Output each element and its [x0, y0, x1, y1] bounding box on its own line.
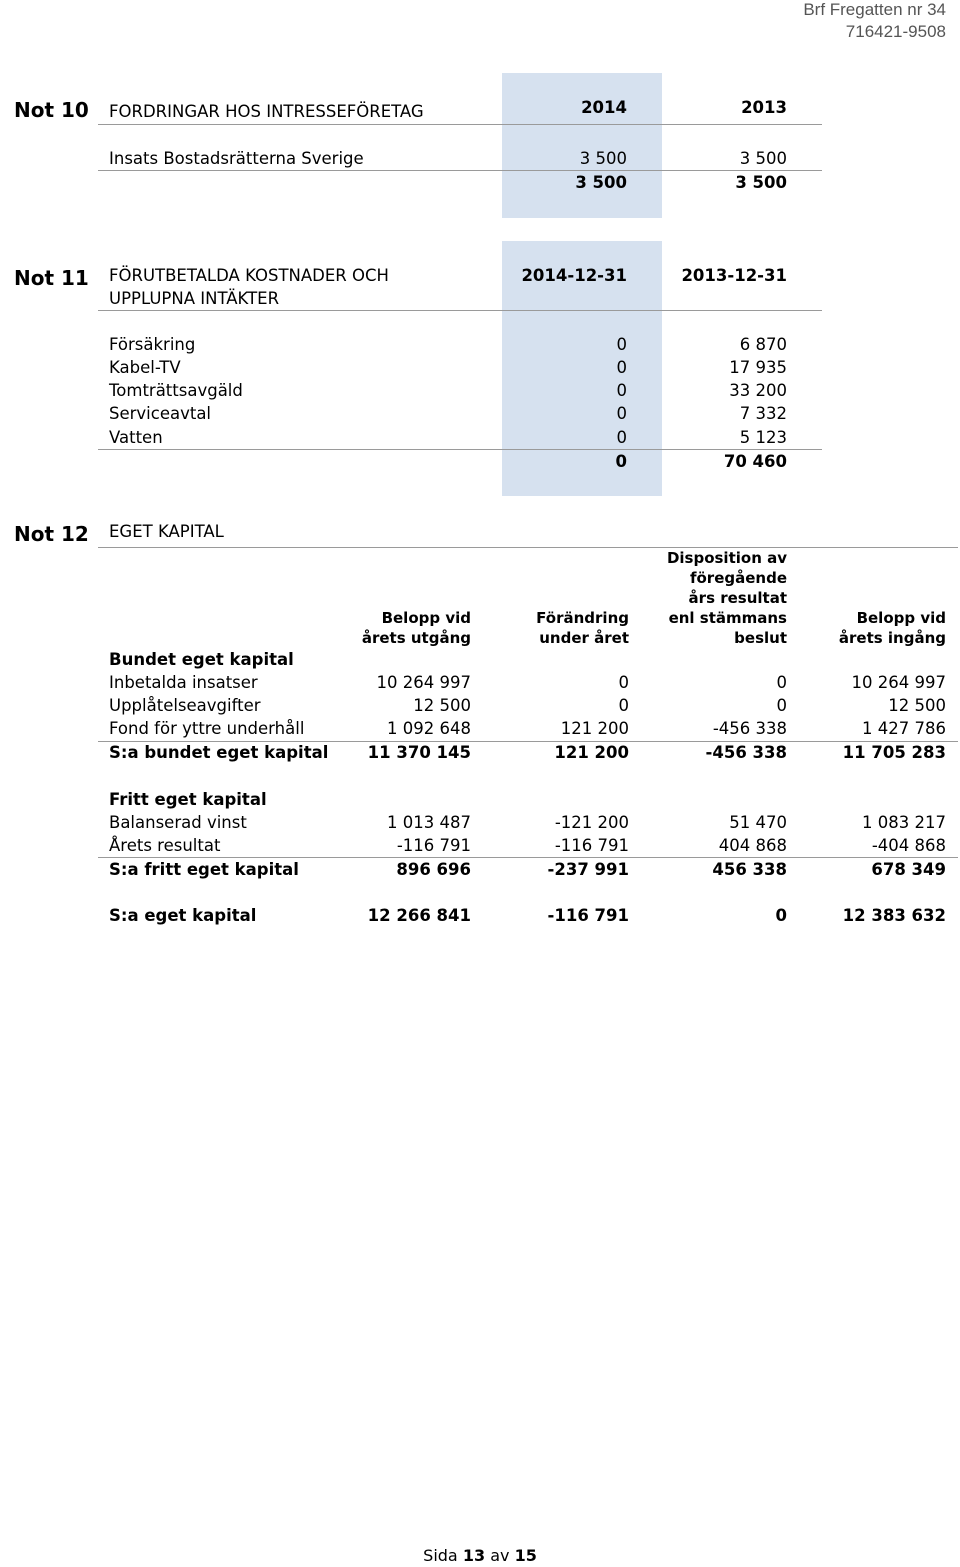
row-label: Insats Bostadsrätterna Sverige — [109, 149, 364, 168]
column-header-previous: 2013 — [741, 98, 787, 117]
row-value-previous: 5 123 — [739, 428, 787, 447]
row-label: Serviceavtal — [109, 404, 212, 423]
row-label: Vatten — [109, 428, 163, 447]
cell-belopp-ingang: 10 264 997 — [851, 673, 946, 692]
grand-total-forandring: -116 791 — [547, 906, 629, 925]
subtotal-belopp-ingang: 678 349 — [871, 860, 946, 879]
row-value-previous: 3 500 — [739, 149, 787, 168]
row-label: Kabel-TV — [109, 358, 181, 377]
cell-belopp-ingang: 12 500 — [888, 696, 946, 715]
cell-disposition: 0 — [776, 673, 787, 692]
row-label: Tomträttsavgäld — [109, 381, 243, 400]
cell-belopp-utgang: 1 092 648 — [387, 719, 471, 738]
org-name: Brf Fregatten nr 34 — [803, 0, 946, 19]
subtotal-label: S:a bundet eget kapital — [109, 743, 329, 762]
section-heading-bundet: Bundet eget kapital — [109, 650, 294, 669]
cell-forandring: 0 — [618, 673, 629, 692]
row-value-previous: 33 200 — [729, 381, 787, 400]
column-header-previous: 2013-12-31 — [681, 266, 787, 285]
cell-disposition: 404 868 — [718, 836, 787, 855]
cell-forandring: 0 — [618, 696, 629, 715]
column-header-current: 2014-12-31 — [521, 266, 627, 285]
row-label: Balanserad vinst — [109, 813, 247, 832]
divider — [98, 449, 822, 450]
cell-belopp-utgang: 10 264 997 — [376, 673, 471, 692]
page-footer — [0, 1546, 960, 1565]
cell-belopp-utgang: 1 013 487 — [387, 813, 471, 832]
grand-total-belopp-utgang: 12 266 841 — [367, 906, 471, 925]
note-title: FORDRINGAR HOS INTRESSEFÖRETAG — [109, 102, 424, 121]
row-value-current: 0 — [616, 381, 627, 400]
total-current: 0 — [615, 452, 627, 471]
section-heading-fritt: Fritt eget kapital — [109, 790, 267, 809]
row-value-current: 0 — [616, 358, 627, 377]
cell-belopp-utgang: -116 791 — [396, 836, 471, 855]
divider — [98, 857, 958, 858]
cell-belopp-ingang: 1 427 786 — [862, 719, 946, 738]
col-header-disposition-l1: Disposition av — [666, 549, 787, 567]
note-title-line1: FÖRUTBETALDA KOSTNADER OCH — [109, 266, 389, 285]
footer-prefix: Sida — [423, 1546, 458, 1565]
divider — [98, 310, 822, 311]
grand-total-label: S:a eget kapital — [109, 906, 257, 925]
note-label: Not 12 — [14, 522, 89, 546]
column-header-current: 2014 — [581, 98, 627, 117]
cell-disposition: 51 470 — [729, 813, 787, 832]
col-header-disposition-l2: föregående — [689, 569, 787, 587]
row-label: Upplåtelseavgifter — [109, 696, 261, 715]
col-header-disposition-l5: beslut — [734, 629, 787, 647]
grand-total-disposition: 0 — [775, 906, 787, 925]
row-value-current: 3 500 — [579, 149, 627, 168]
divider — [98, 124, 822, 125]
col-header-forandring-l1: Förändring — [536, 609, 629, 627]
row-value-previous: 17 935 — [729, 358, 787, 377]
divider — [98, 547, 958, 548]
row-value-current: 0 — [616, 428, 627, 447]
grand-total-belopp-ingang: 12 383 632 — [842, 906, 946, 925]
subtotal-belopp-utgang: 896 696 — [396, 860, 471, 879]
cell-belopp-ingang: 1 083 217 — [862, 813, 946, 832]
col-header-forandring-l2: under året — [539, 629, 629, 647]
note-label: Not 11 — [14, 266, 89, 290]
total-previous: 70 460 — [723, 452, 787, 471]
col-header-disposition-l3: års resultat — [688, 589, 787, 607]
cell-belopp-utgang: 12 500 — [413, 696, 471, 715]
cell-disposition: -456 338 — [712, 719, 787, 738]
cell-forandring: 121 200 — [560, 719, 629, 738]
subtotal-belopp-utgang: 11 370 145 — [367, 743, 471, 762]
subtotal-label: S:a fritt eget kapital — [109, 860, 299, 879]
divider — [98, 741, 958, 742]
footer-page-number: 13 — [462, 1546, 486, 1565]
cell-disposition: 0 — [776, 696, 787, 715]
row-value-current: 0 — [616, 404, 627, 423]
col-header-belopp-ingang-l2: årets ingång — [838, 629, 946, 647]
footer-middle: av — [490, 1546, 510, 1565]
total-current: 3 500 — [575, 173, 627, 192]
col-header-belopp-ingang-l1: Belopp vid — [856, 609, 946, 627]
note-title: EGET KAPITAL — [109, 522, 224, 541]
row-label: Årets resultat — [109, 836, 221, 855]
divider — [98, 170, 822, 171]
subtotal-forandring: -237 991 — [547, 860, 629, 879]
row-value-previous: 6 870 — [739, 335, 787, 354]
current-year-highlight-band — [502, 73, 662, 218]
col-header-belopp-utgang-l2: årets utgång — [361, 629, 471, 647]
row-label: Inbetalda insatser — [109, 673, 258, 692]
row-value-current: 0 — [616, 335, 627, 354]
cell-belopp-ingang: -404 868 — [871, 836, 946, 855]
note-label: Not 10 — [14, 98, 89, 122]
row-label: Försäkring — [109, 335, 196, 354]
cell-forandring: -121 200 — [554, 813, 629, 832]
total-previous: 3 500 — [735, 173, 787, 192]
subtotal-disposition: -456 338 — [705, 743, 787, 762]
subtotal-belopp-ingang: 11 705 283 — [842, 743, 946, 762]
org-number: 716421-9508 — [845, 22, 946, 41]
col-header-disposition-l4: enl stämmans — [668, 609, 787, 627]
note-title-line2: UPPLUPNA INTÄKTER — [109, 289, 280, 308]
row-value-previous: 7 332 — [739, 404, 787, 423]
cell-forandring: -116 791 — [554, 836, 629, 855]
row-label: Fond för yttre underhåll — [109, 719, 305, 738]
subtotal-forandring: 121 200 — [554, 743, 629, 762]
footer-page-total: 15 — [514, 1546, 537, 1565]
col-header-belopp-utgang-l1: Belopp vid — [381, 609, 471, 627]
subtotal-disposition: 456 338 — [712, 860, 787, 879]
